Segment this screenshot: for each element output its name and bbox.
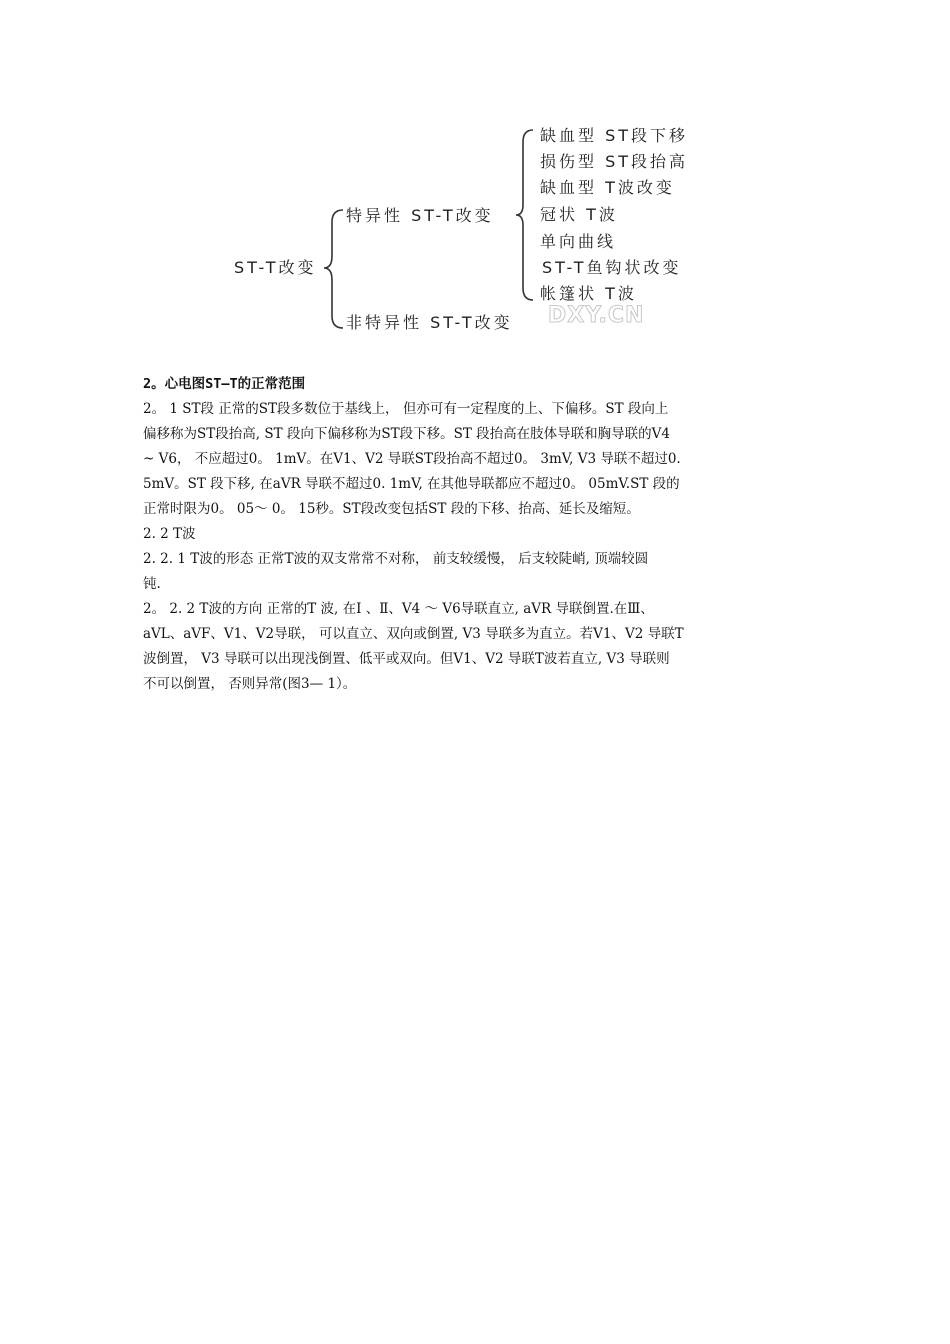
type-node: 帐篷状 T波 (540, 284, 637, 303)
paragraph-t-wave-shape (143, 547, 813, 597)
text-line: 2. 2 T波 (143, 526, 196, 542)
specific-brace (516, 130, 533, 300)
text-line: ~ V6， 不应超过0。 1mV。在V1、V2 导联ST段抬高不超过0。 3mV, V3 导联不超过0. (143, 451, 681, 467)
subheading-t-wave (143, 522, 813, 547)
watermark-logo: DXY.CN (548, 303, 645, 328)
text-line: aVL、aVF、V1、V2导联， 可以直立、双向或倒置, V3 导联多为直立。若V1、V2 导联T (143, 626, 684, 642)
paragraph-st-segment (143, 397, 813, 522)
document-body (143, 372, 813, 697)
type-node: 缺血型 T波改变 (540, 178, 675, 197)
text-line: 波倒置， V3 导联可以出现浅倒置、低平或双向。但V1、V2 导联T波若直立, V3 导联则 (143, 651, 670, 667)
text-line: 正常时限为0。 05～ 0。 15秒。ST段改变包括ST 段的下移、抬高、延长及缩短。 (143, 501, 640, 517)
text-line: 2. 2. 1 T波的形态 正常T波的双支常常不对称， 前支较缓慢， 后支较陡峭, 顶端较圆 (143, 551, 649, 567)
type-node: 冠状 T波 (540, 205, 618, 224)
specific-node: 特异性 ST-T改变 (346, 206, 494, 225)
text-line: 不可以倒置， 否则异常(图3— 1）。 (143, 676, 357, 692)
text-line: 偏移称为ST段抬高, ST 段向下偏移称为ST段下移。ST 段抬高在肢体导联和胸导联的V4 (143, 426, 671, 442)
bracket-lines (0, 0, 950, 350)
nonspecific-node: 非特异性 ST-T改变 (346, 313, 513, 332)
type-node: 缺血型 ST段下移 (540, 126, 689, 145)
root-node: ST-T改变 (234, 258, 317, 277)
type-node: ST-T鱼钩状改变 (542, 258, 682, 277)
root-brace (324, 210, 343, 328)
paragraph-t-wave-direction (143, 597, 813, 697)
type-node: 损伤型 ST段抬高 (540, 152, 689, 171)
type-node: 单向曲线 (540, 232, 617, 251)
st-t-classification-diagram (0, 0, 950, 350)
text-line: 2。 1 ST段 正常的ST段多数位于基线上， 但亦可有一定程度的上、下偏移。ST 段向上 (143, 401, 669, 417)
text-line: 5mV。ST 段下移, 在aVR 导联不超过0. 1mV, 在其他导联都应不超过0。 05mV.ST 段的 (143, 476, 680, 492)
section-heading: 2。心电图ST—T的正常范围 (143, 376, 306, 392)
text-line: 钝. (143, 576, 161, 592)
text-line: 2。 2. 2 T波的方向 正常的T 波, 在Ⅰ 、Ⅱ、V4 ～ V6导联直立, aVR 导联倒置.在Ⅲ、 (143, 601, 654, 617)
